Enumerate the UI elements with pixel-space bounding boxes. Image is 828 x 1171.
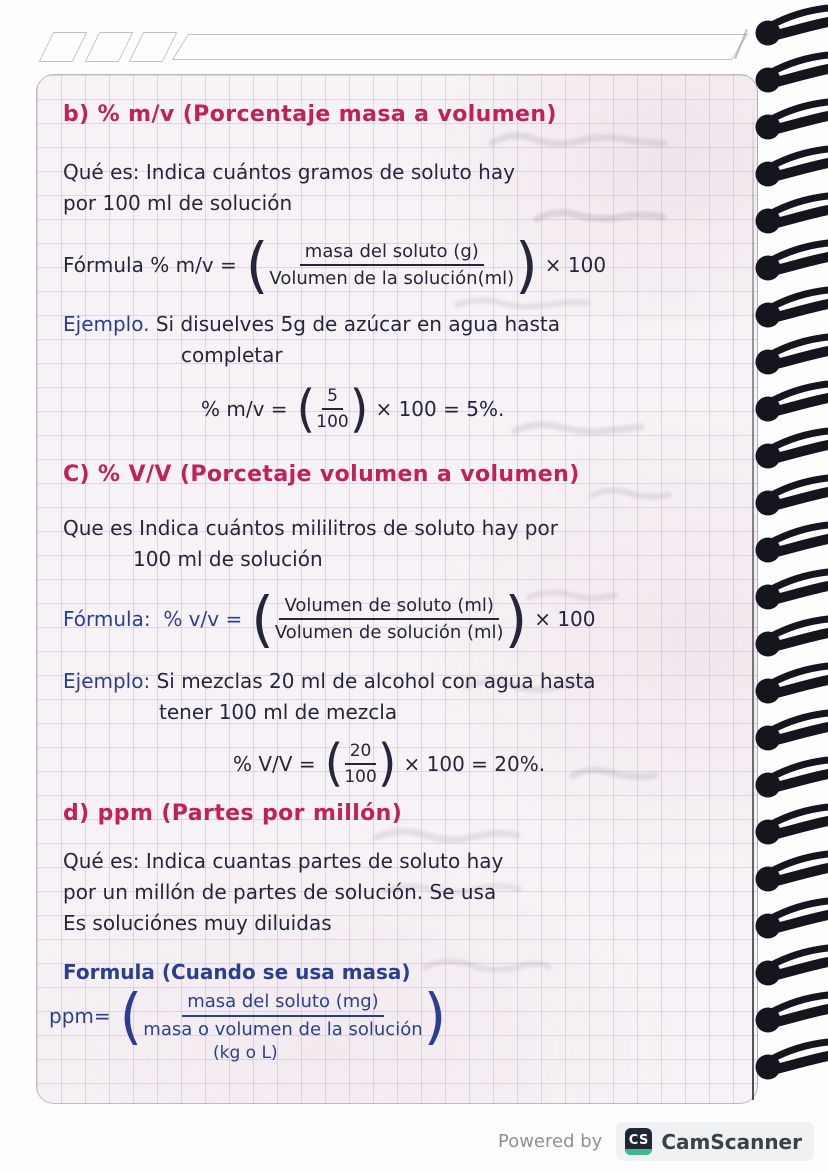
- example-text: Si disuelves 5g de azúcar en agua hasta: [155, 312, 561, 337]
- spiral-binding: [752, 4, 828, 1085]
- example-line: completar: [181, 343, 283, 368]
- formula-suffix: × 100: [544, 253, 607, 278]
- powered-by-text: Powered by: [497, 1131, 603, 1152]
- equation-result: × 100 = 20%.: [403, 751, 546, 776]
- notebook-sheet: [36, 74, 758, 1104]
- description-line: por un millón de partes de solución. Se usa: [63, 879, 497, 904]
- example-text: Si mezclas 20 ml de alcohol con agua hasta: [156, 668, 596, 693]
- spiral-coil: [752, 944, 828, 991]
- example-line: tener 100 ml de mezcla: [159, 699, 398, 724]
- fraction-numerator: masa del soluto (mg): [182, 990, 384, 1016]
- spiral-coil: [752, 333, 828, 380]
- spiral-coil: [752, 1038, 828, 1085]
- description-line: Que es Indica cuántos mililitros de soluto hay por: [63, 516, 558, 541]
- spiral-coil: [752, 192, 828, 239]
- example-equation: [201, 379, 729, 439]
- camscanner-badge: [616, 1122, 814, 1161]
- equation-result: × 100 = 5%.: [375, 397, 505, 422]
- spiral-coil: [752, 803, 828, 850]
- formula-row: [49, 980, 729, 1052]
- formula-block: [49, 980, 729, 1063]
- close-paren: ): [423, 980, 447, 1052]
- example-label: Ejemplo.: [63, 312, 150, 337]
- corner-mark: [129, 32, 178, 62]
- section-heading: d) ppm (Partes por millón): [63, 800, 403, 826]
- section-heading: C) % V/V (Porcetaje volumen a volumen): [63, 462, 580, 488]
- section-percent-vv: [63, 459, 729, 793]
- spiral-coil: [752, 239, 828, 286]
- brand-name: CamScanner: [661, 1129, 802, 1154]
- example-line: [63, 666, 729, 697]
- denominator-note: (kg o L): [213, 1042, 278, 1063]
- open-paren: (: [119, 980, 143, 1052]
- formula-title: Formula (Cuando se usa masa): [63, 959, 411, 984]
- spiral-coil: [752, 145, 828, 192]
- fraction-denominator: masa o volumen de la solución: [143, 1018, 423, 1040]
- close-paren: ): [349, 379, 369, 439]
- formula-label: ppm=: [49, 1003, 111, 1028]
- logo-text: CS: [628, 1132, 649, 1148]
- top-edge-strip: [172, 34, 748, 60]
- fraction: [143, 990, 422, 1041]
- spiral-coil: [752, 286, 828, 333]
- formula-label: Fórmula: % v/v =: [63, 607, 243, 632]
- fraction-numerator: 20: [345, 740, 377, 765]
- section-ppm: [49, 798, 729, 1063]
- spiral-coil: [752, 98, 828, 145]
- description-line: Qué es: Indica cuántos gramos de soluto hay: [63, 160, 515, 184]
- open-paren: (: [324, 733, 344, 793]
- fraction-numerator: masa del soluto (g): [300, 240, 484, 266]
- example-equation: [233, 733, 729, 793]
- camscanner-logo-icon: [625, 1128, 652, 1155]
- open-paren: (: [296, 379, 316, 439]
- top-corner-marks: [40, 26, 756, 70]
- spiral-coil: [752, 991, 828, 1038]
- fraction: [344, 740, 376, 788]
- camscanner-footer: [498, 1122, 814, 1161]
- formula-row: [63, 583, 729, 656]
- spiral-coil: [752, 568, 828, 615]
- close-paren: ): [504, 583, 528, 656]
- open-paren: (: [245, 229, 269, 301]
- fraction-denominator: 100: [316, 412, 349, 433]
- close-paren: ): [377, 733, 397, 793]
- spiral-coil: [752, 521, 828, 568]
- open-paren: (: [251, 583, 274, 656]
- fraction-numerator: Volumen de soluto (ml): [279, 594, 498, 620]
- example-line: [63, 309, 729, 340]
- description-line: por 100 ml de solución: [63, 191, 293, 215]
- description-line: Es soluciónes muy diluidas: [63, 910, 332, 935]
- fraction-denominator: Volumen de solución (ml): [274, 622, 504, 644]
- equation-label: % m/v =: [201, 397, 288, 422]
- section-heading: b) % m/v (Porcentaje masa a volumen): [63, 102, 557, 127]
- section-percent-mv: [63, 99, 729, 439]
- fraction: [316, 385, 348, 433]
- spiral-coil: [752, 897, 828, 944]
- equation-label: % V/V =: [233, 751, 316, 776]
- spiral-coil: [752, 427, 828, 474]
- logo-accent-bar: [625, 1149, 652, 1155]
- fraction: [275, 594, 504, 645]
- example-label: Ejemplo:: [63, 668, 151, 693]
- fraction-numerator: 5: [322, 385, 343, 410]
- description-line: Qué es: Indica cuantas partes de soluto hay: [63, 848, 504, 873]
- close-paren: ): [515, 229, 538, 301]
- spiral-coil: [752, 380, 828, 427]
- description-line: 100 ml de solución: [133, 547, 323, 572]
- fraction-denominator: 100: [344, 766, 377, 787]
- spiral-coil: [752, 756, 828, 803]
- spiral-coil: [752, 4, 828, 51]
- formula-label: Fórmula % m/v =: [63, 253, 237, 278]
- spiral-coil: [752, 51, 828, 98]
- spiral-coil: [752, 709, 828, 756]
- fraction-denominator: Volumen de la solución(ml): [269, 268, 515, 290]
- spiral-coil: [752, 662, 828, 709]
- formula-row: [63, 229, 729, 301]
- spiral-coil: [752, 615, 828, 662]
- spiral-coil: [752, 850, 828, 897]
- spiral-coil: [752, 474, 828, 521]
- formula-suffix: × 100: [534, 607, 596, 632]
- corner-mark: [85, 32, 134, 62]
- corner-mark: [39, 32, 88, 62]
- fraction: [269, 240, 514, 291]
